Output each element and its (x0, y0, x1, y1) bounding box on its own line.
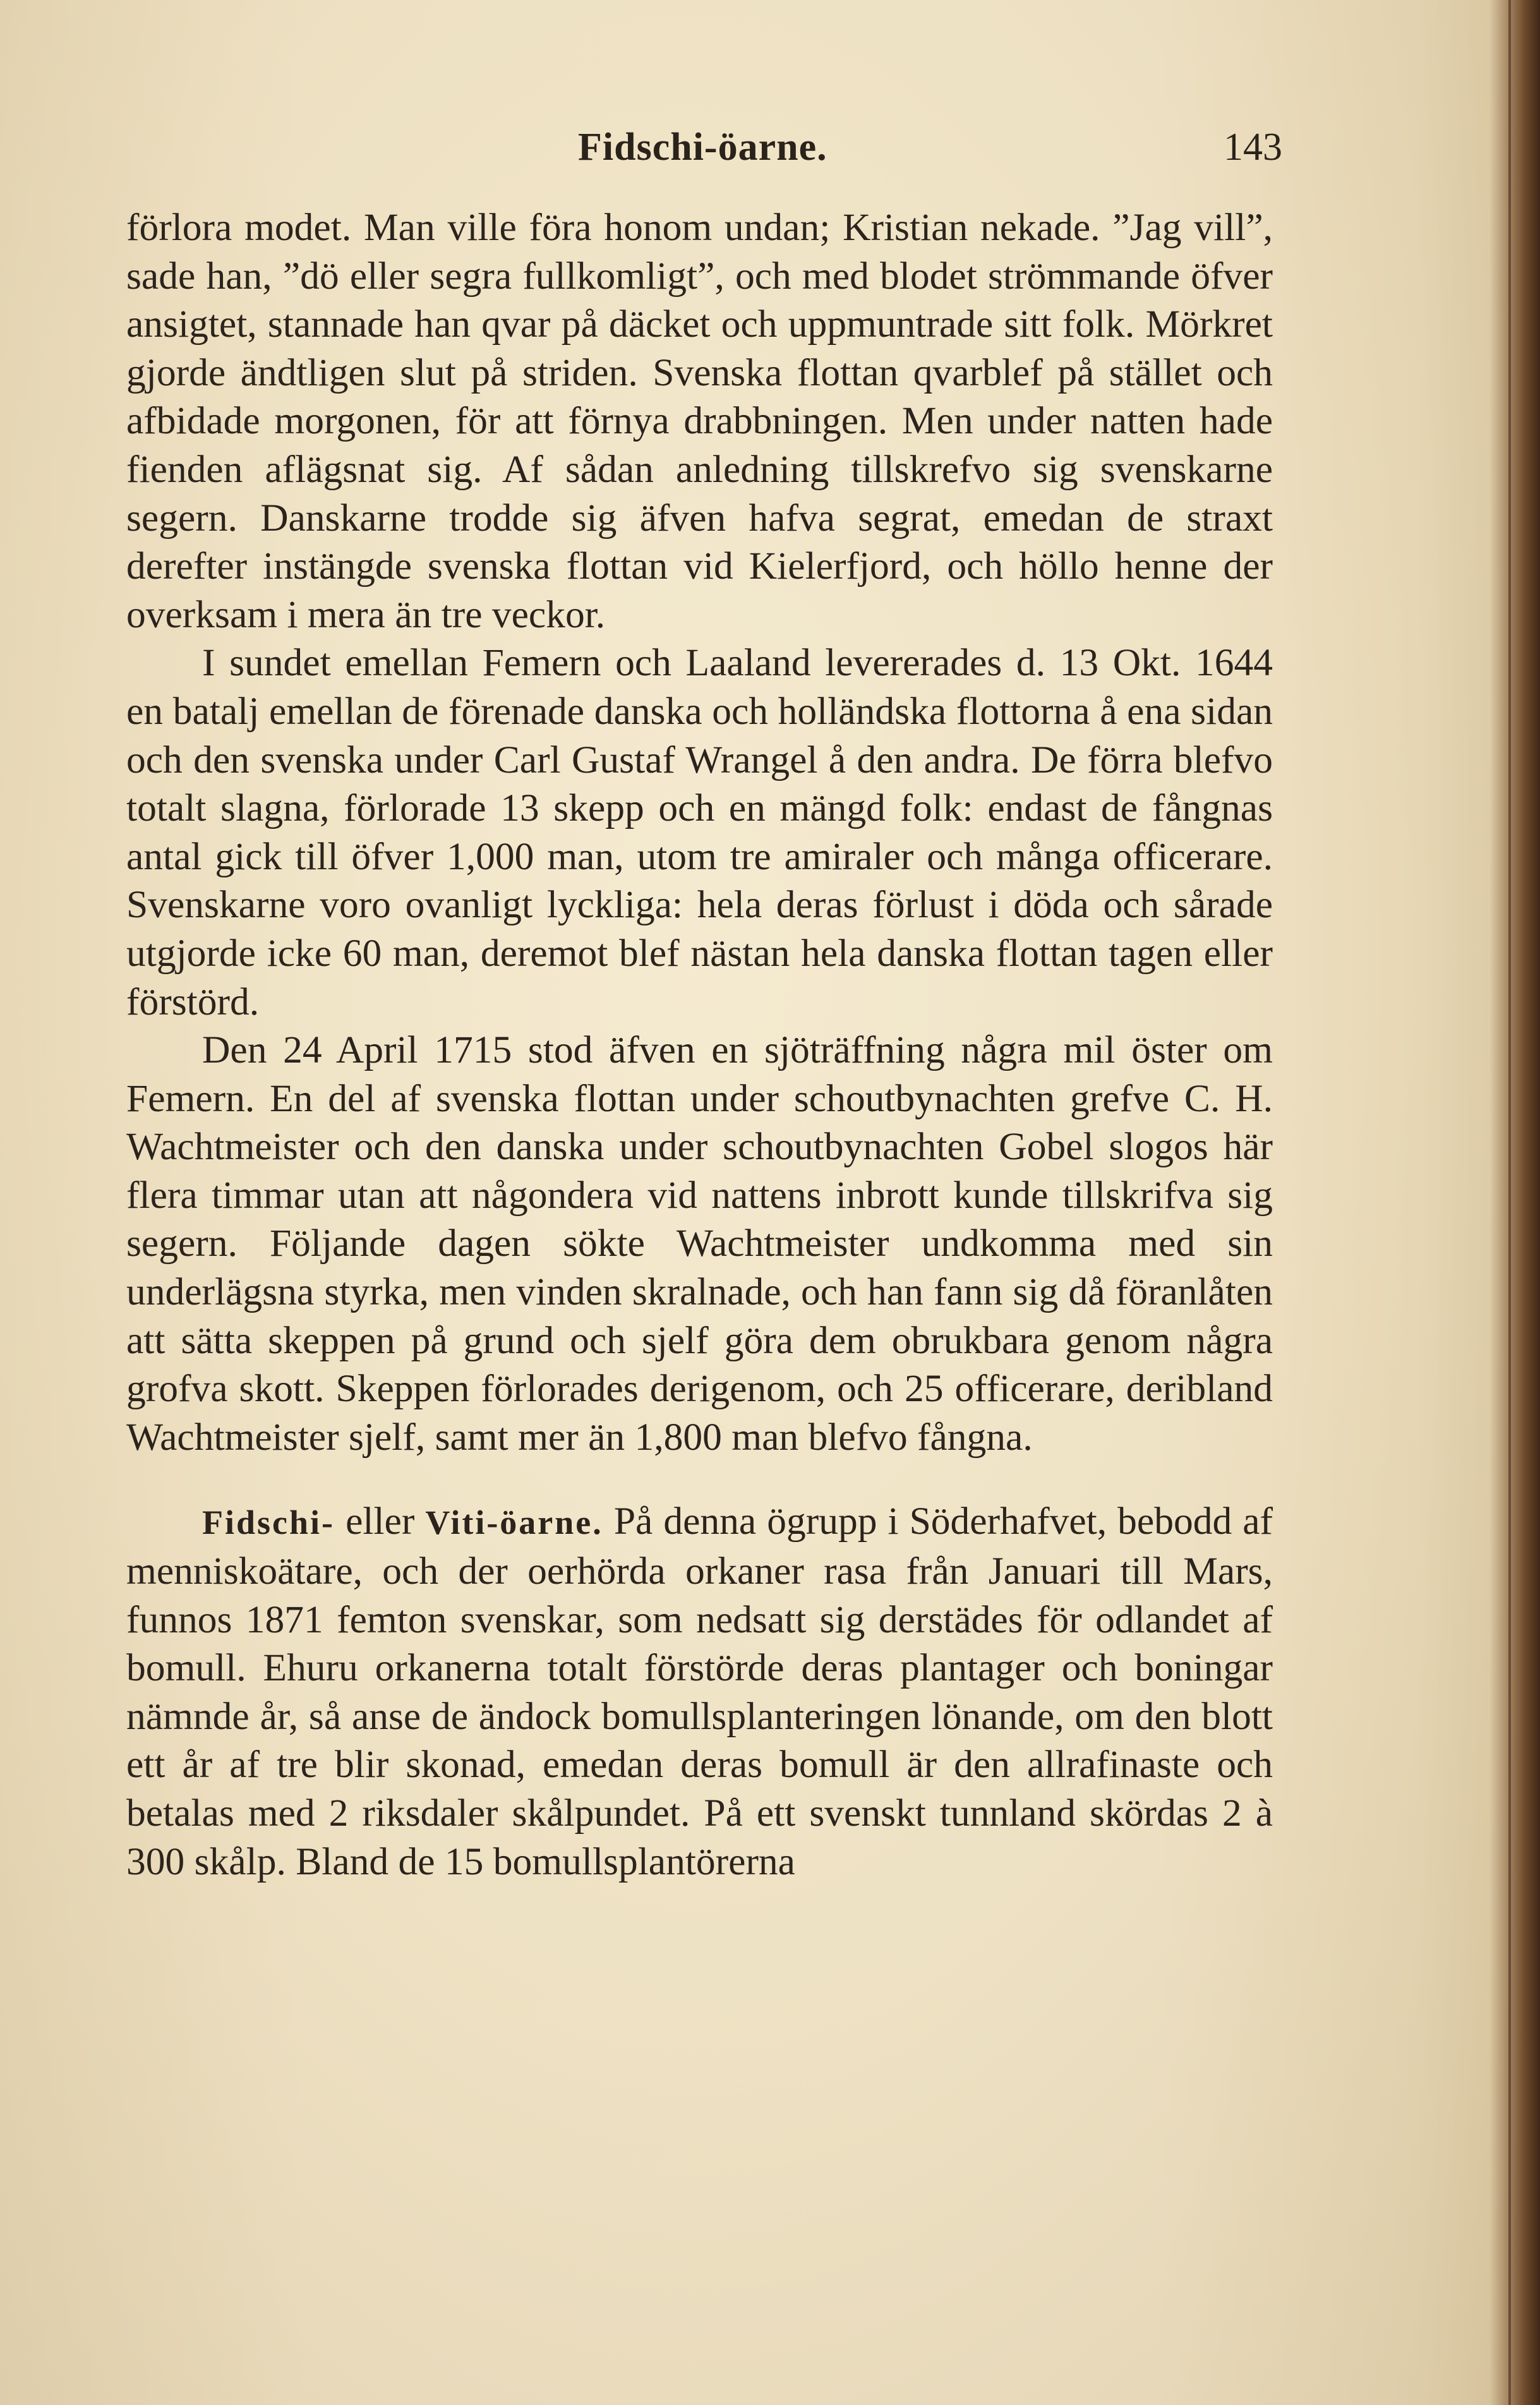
entry-heading-fidschi: Fidschi- (202, 1504, 335, 1542)
entry-heading-viti: Viti-öarne. (425, 1504, 603, 1542)
paragraph-battle-1644: I sundet emellan Femern och Laaland levererades d. 13 Okt. 1644 en batalj emellan de förenade danska och holländska flottorna å ena sidan och den svenska under Carl Gustaf Wrangel å den andra. De förra blefvo totalt slagna, förlorade 13 skepp och en mängd folk: endast de fångnas antal gick till öfver 1,000 man, utom tre amiraler och många officerare. Svenskarne voro ovanligt lyckliga: hela deras förlust i döda och sårade utgjorde icke 60 man, deremot blef nästan hela danska flottan tagen eller förstörd. (126, 641, 1273, 1023)
page-edge-line (1508, 0, 1511, 2405)
page-header (126, 125, 1282, 182)
book-spine-shadow (1489, 0, 1540, 2405)
paragraph-fiji-entry (126, 1497, 1273, 1886)
paragraph-continuation: förlora modet. Man ville föra honom undan; Kristian nekade. ”Jag vill”, sade han, ”dö eller segra fullkomligt”, och med blodet strömmande öfver ansigtet, stannade han qvar på däcket och uppmuntrade sitt folk. Mörkret gjorde ändtligen slut på striden. Svenska flottan qvarblef på stället och afbidade morgonen, för att förnya drabbningen. Men under natten hade fienden aflägsnat sig. Af sådan anledning tillskrefvo sig svenskarne segern. Danskarne trodde sig äfven hafva segrat, emedan de straxt derefter instängde svenska flottan vid Kielerfjord, och höllo henne der overksam i mera än tre veckor. (126, 206, 1273, 636)
entry-text: På denna ögrupp i Söderhafvet, bebodd af menniskoätare, och der oerhörda orkaner rasa från Januari till Mars, funnos 1871 femton svenskar, som nedsatt sig derstädes för odlandet af bomull. Ehuru orkanerna totalt förstörde deras plantager och boningar nämnde år, så anse de ändock bomullsplanteringen lönande, om den blott ett år af tre blir skonad, emedan deras bomull är den allrafinaste och betalas med 2 riksdaler skålpundet. På ett svenskt tunnland skördas 2 à 300 skålp. Bland de 15 bomullsplantörerna (126, 1500, 1273, 1883)
page-number: 143 (1224, 126, 1282, 169)
running-head: Fidschi-öarne. (578, 126, 827, 169)
entry-heading-or: eller (335, 1500, 426, 1543)
page-body (126, 203, 1273, 1886)
paragraph-battle-1715: Den 24 April 1715 stod äfven en sjöträffning några mil öster om Femern. En del af svenska flottan under schoutbynachten grefve C. H. Wachtmeister och den danska under schoutbynachten Gobel slogos här flera timmar utan att någondera vid nattens inbrott kunde tillskrifva sig segern. Följande dagen sökte Wachtmeister undkomma med sin underlägsna styrka, men vinden skralnade, och han fann sig då föranlåten att sätta skeppen på grund och sjelf göra dem obrukbara genom några grofva skott. Skeppen förlorades derigenom, och 25 officerare, deribland Wachtmeister sjelf, samt mer än 1,800 man blefvo fångna. (126, 1028, 1273, 1459)
